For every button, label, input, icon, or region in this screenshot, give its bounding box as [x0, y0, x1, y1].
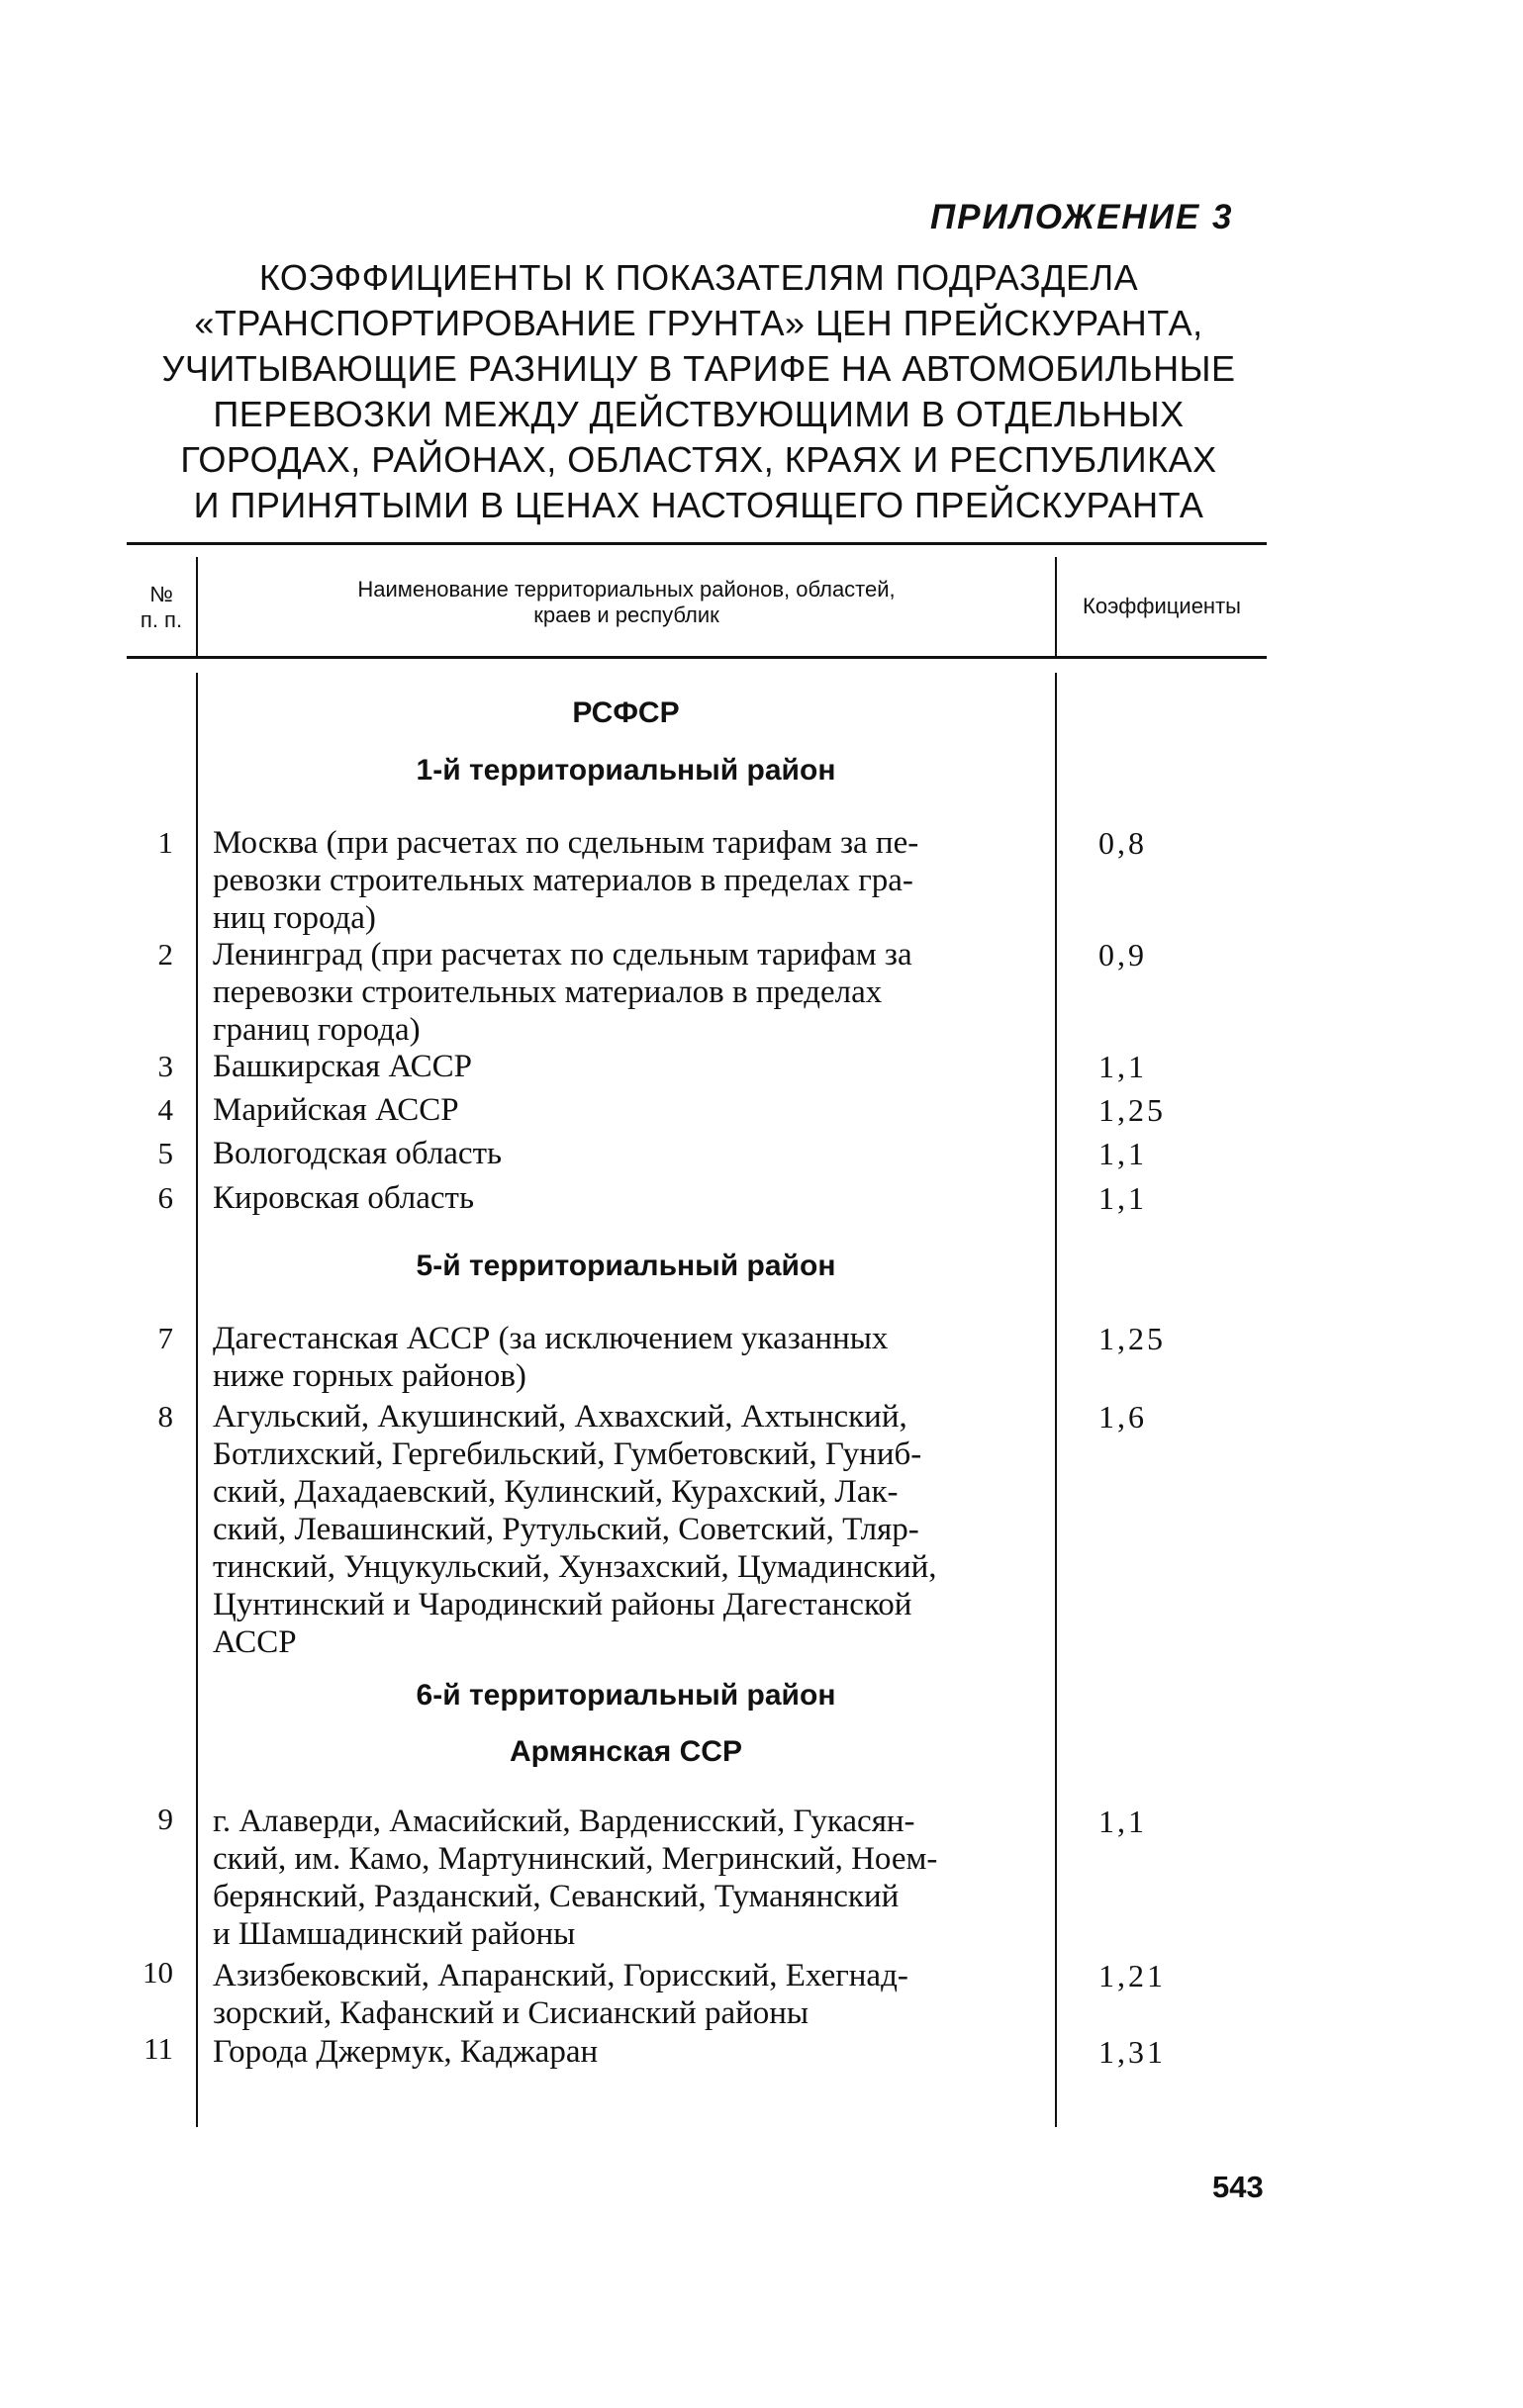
row-number: 11: [143, 2031, 173, 2066]
row-name: [213, 1135, 1044, 1172]
header-num: [127, 582, 196, 633]
row-name-line: ниже горных районов): [213, 1358, 526, 1394]
row-coefficient: 0,8: [1098, 825, 1147, 861]
row-name-line: Азизбековский, Апаранский, Горисский, Ехегнад-: [213, 1958, 908, 1993]
row-number: 9: [157, 1802, 173, 1836]
row-name-line: Цунтинский и Чародинский районы Дагестанской: [213, 1587, 912, 1622]
document-title: [119, 255, 1279, 528]
row-number: 8: [157, 1399, 173, 1434]
title-line: КОЭФФИЦИЕНТЫ К ПОКАЗАТЕЛЯМ ПОДРАЗДЕЛА: [258, 257, 1139, 298]
row-name: [213, 1048, 1044, 1085]
row-name: [213, 1320, 1044, 1395]
row-name-line: Дагестанская АССР (за исключением указанных: [213, 1321, 889, 1356]
row-number: 2: [157, 937, 173, 972]
row-coefficient: 1,1: [1098, 1136, 1147, 1171]
page-number: 543: [1212, 2170, 1264, 2204]
row-name-line: Марийская АССР: [213, 1092, 459, 1128]
row-name-line: Вологодская область: [213, 1136, 503, 1171]
row-name-line: ниц города): [213, 900, 376, 936]
row-number: 7: [157, 1321, 173, 1355]
row-name: [213, 1398, 1044, 1661]
row-name-line: ревозки строительных материалов в пределах гра-: [213, 863, 913, 898]
row-name-line: Ленинград (при расчетах по сдельным тарифам за: [213, 937, 912, 972]
row-name-line: берянский, Разданский, Севанский, Туманянский: [213, 1879, 900, 1914]
title-line: ПЕРЕВОЗКИ МЕЖДУ ДЕЙСТВУЮЩИМИ В ОТДЕЛЬНЫХ: [213, 394, 1185, 434]
row-number: 4: [157, 1092, 173, 1127]
row-name-line: Кировская область: [213, 1180, 475, 1216]
row-number: 3: [157, 1049, 173, 1083]
row-name-line: Башкирская АССР: [213, 1049, 473, 1084]
title-line: ГОРОДАХ, РАЙОНАХ, ОБЛАСТЯХ, КРАЯХ И РЕСПУБЛИКАХ: [180, 439, 1217, 480]
section-armenia: Армянская ССР: [510, 1735, 742, 1768]
title-line: УЧИТЫВАЮЩИЕ РАЗНИЦУ В ТАРИФЕ НА АВТОМОБИЛЬНЫЕ: [161, 348, 1236, 389]
row-name: [213, 1179, 1044, 1217]
header-num-symbol: №: [149, 582, 173, 606]
row-coefficient: 1,1: [1098, 1804, 1147, 1839]
row-name-line: границ города): [213, 1012, 421, 1048]
table-top-rule: [127, 542, 1267, 545]
row-name: [213, 1091, 1044, 1129]
row-name-line: Москва (при расчетах по сдельным тарифам за пе-: [213, 825, 919, 861]
row-name-line: г. Алаверди, Амасийский, Варденисский, Гукасян-: [213, 1804, 915, 1839]
row-name-line: Города Джермук, Каджаран: [213, 2034, 599, 2070]
row-name: [213, 936, 1044, 1049]
row-coefficient: 0,9: [1098, 937, 1147, 972]
row-coefficient: 1,25: [1098, 1092, 1166, 1128]
row-coefficient: 1,21: [1098, 1958, 1166, 1993]
header-name-line: Наименование территориальных районов, областей,: [357, 577, 896, 602]
section-rsfsr: РСФСР: [572, 696, 680, 729]
row-name-line: ский, им. Камо, Мартунинский, Мегринский, Ноем-: [213, 1841, 938, 1877]
row-coefficient: 1,25: [1098, 1321, 1166, 1356]
section-district-1: 1-й территориальный район: [416, 754, 836, 787]
body-divider-1: [196, 673, 198, 2127]
header-coef: Коэффициенты: [1083, 594, 1241, 618]
title-line: И ПРИНЯТЫМИ В ЦЕНАХ НАСТОЯЩЕГО ПРЕЙСКУРАНТА: [193, 485, 1204, 525]
row-name-line: Ботлихский, Гергебильский, Гумбетовский, Гуниб-: [213, 1436, 922, 1472]
row-name: [213, 2033, 1044, 2071]
body-divider-2: [1055, 673, 1057, 2127]
row-name: [213, 824, 1044, 937]
row-name-line: перевозки строительных материалов в пределах: [213, 974, 883, 1010]
row-number: 5: [157, 1136, 173, 1170]
header-num-label: п. п.: [140, 607, 183, 632]
row-coefficient: 1,31: [1098, 2034, 1166, 2070]
header-name: [198, 577, 1055, 628]
row-coefficient: 1,6: [1098, 1399, 1147, 1435]
section-district-6: 6-й территориальный район: [416, 1679, 836, 1712]
row-name-line: тинский, Унцукульский, Хунзахский, Цумадинский,: [213, 1549, 937, 1585]
header-bottom-rule: [127, 656, 1267, 659]
row-name-line: ский, Дахадаевский, Кулинский, Курахский, Лак-: [213, 1474, 899, 1510]
row-name-line: Агульский, Акушинский, Ахвахский, Ахтынский,: [213, 1399, 907, 1435]
title-line: «ТРАНСПОРТИРОВАНИЕ ГРУНТА» ЦЕН ПРЕЙСКУРАНТА,: [194, 303, 1203, 343]
row-name: [213, 1803, 1044, 1953]
row-number: 10: [143, 1955, 173, 1990]
row-name-line: зорский, Кафанский и Сисианский районы: [213, 1995, 809, 2031]
section-district-5: 5-й территориальный район: [416, 1250, 836, 1282]
row-number: 1: [157, 825, 173, 860]
row-name-line: АССР: [213, 1624, 297, 1660]
row-name-line: и Шамшадинский районы: [213, 1916, 576, 1952]
row-name-line: ский, Левашинский, Рутульский, Советский, Тляр-: [213, 1512, 919, 1547]
row-name: [213, 1957, 1044, 2032]
row-coefficient: 1,1: [1098, 1049, 1147, 1084]
header-name-line: краев и республик: [533, 602, 719, 627]
appendix-label: ПРИЛОЖЕНИЕ 3: [930, 198, 1234, 236]
row-number: 6: [157, 1180, 173, 1215]
row-coefficient: 1,1: [1098, 1180, 1147, 1216]
